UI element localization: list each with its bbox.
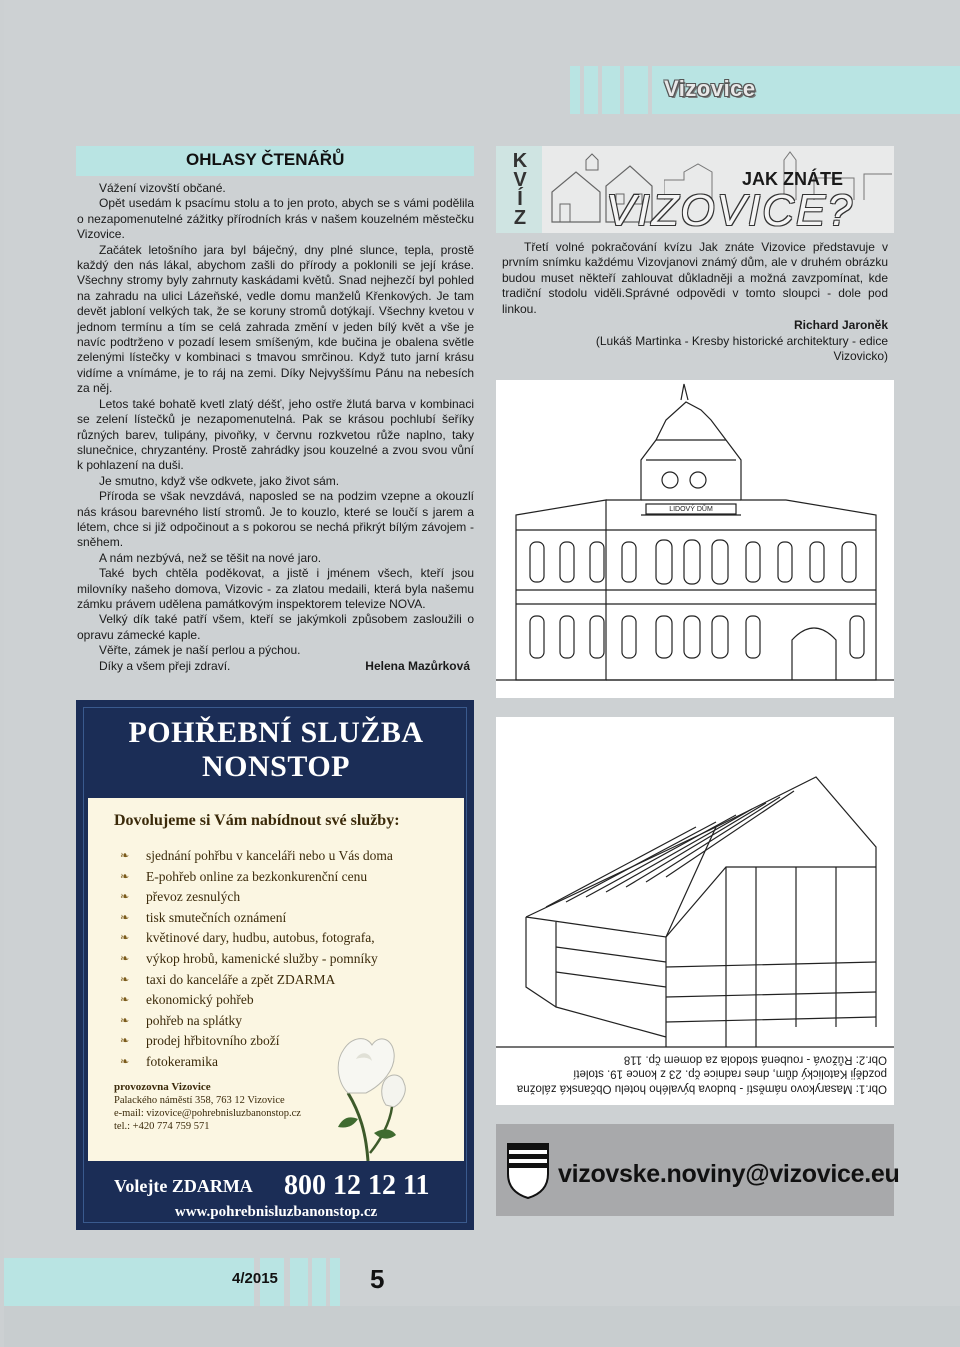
barn-sketch-icon [496, 717, 894, 1052]
funeral-service-ad[interactable] [76, 700, 474, 1230]
quiz-side-letters: K V Í Z [512, 150, 528, 229]
quiz-picture-1 [496, 380, 894, 698]
ad-service-item: ❧ fotokeramika [120, 1053, 218, 1069]
header-stripe [570, 66, 960, 114]
ad-services-panel [88, 798, 464, 1161]
bullet-icon: ❧ [120, 1014, 130, 1027]
ad-branch-label: provozovna Vizovice [114, 1081, 211, 1093]
letter-paragraph: Věřte, zámek je naší perlou a pýchou. [99, 643, 301, 658]
quiz-banner-small: JAK ZNÁTE [742, 169, 844, 189]
bullet-icon: ❧ [120, 994, 130, 1007]
ad-title [84, 716, 468, 784]
ad-phone-number[interactable]: 800 12 12 11 [284, 1170, 430, 1201]
letters-heading: OHLASY ČTENÁŘŮ [186, 150, 345, 169]
bullet-icon: ❧ [120, 1055, 130, 1068]
ad-service-item: ❧ pohřeb na splátky [120, 1012, 242, 1028]
ad-title-line1: POHŘEBNÍ SLUŽBA [128, 716, 424, 749]
ad-service-item: ❧ výkop hrobů, kamenické služby - pomníky [120, 950, 378, 966]
reader-letter [77, 181, 474, 674]
letter-paragraph: Vážení vizovští občané. [99, 181, 226, 195]
town-shield-icon [506, 1142, 550, 1200]
ad-subtitle: Dovolujeme si Vám nabídnout své služby: [114, 812, 400, 829]
ad-service-item: ❧ tisk smutečních oznámení [120, 909, 287, 925]
quiz-side-label [496, 146, 542, 233]
ad-service-item: ❧ taxi do kanceláře a zpět ZDARMA [120, 971, 336, 987]
ad-service-item: ❧ E-pohřeb online za bezkonkurenční cenu [120, 868, 368, 884]
quiz-author: Richard Jaroněk [793, 318, 888, 332]
newsletter-contact-banner[interactable] [496, 1124, 900, 1216]
letter-paragraph: Příroda se však nevzdává, naposled se na podzim vzepne a okouzlí nás krásou barevného listí stromů. Je to kouzlo, které se loučí s jarem a létem, chce si již odpočinout a s pokorou se nechá přikrýt bílým závojem - sněhem. [77, 489, 474, 550]
bullet-icon: ❧ [120, 973, 130, 986]
issue-number: 4/2015 [232, 1270, 278, 1287]
quiz-picture-2 [496, 717, 894, 1105]
quiz-answers [501, 1052, 887, 1096]
building-sign: LIDOVÝ DŮM [669, 506, 713, 513]
ad-title-line2: NONSTOP [202, 750, 350, 783]
bullet-icon: ❧ [120, 850, 130, 862]
bullet-icon: ❧ [120, 952, 130, 965]
letter-signature: Helena Mazůrková [365, 658, 470, 673]
bullet-icon: ❧ [120, 932, 130, 945]
letter-paragraph: Začátek letošního jara byl báječný, dny plné slunce, tepla, prostě každý den nás lákal, abychom zašli do přírody a poklonili se její kráse. Všechny stromy byly zahrnuty kaskádami květů. Snad nejhezčí byl pohled na zahradu na ulici Lázeňské, vedle domu manželů Křenkových. Je tam devět jabloní velkých tak, že se koruny stromů dotýkají. Všechny kvetou v jednom termínu a tím se celá zahrada změní v jeden bílý květ a vše je navíc podtrženo v pozadí lesem smíšeným, kde bučina je obalena světle zelenými lístečky v kombinaci s tmavou smrčinou. Když tuto jarní krásu vidíme a vnímáme, je to ráj na zemi. Díky Nejvyššímu Pánu na nebesích za něj. [77, 242, 474, 396]
quiz-credit [502, 318, 888, 365]
letter-paragraph: Opět usedám k psacímu stolu a to jen proto, abych se s vámi podělila o nezapomenutelné zážitky přírodních krás v našem kouzelném městečku Vizovice. [77, 196, 474, 242]
bullet-icon: ❧ [120, 870, 130, 883]
footer-stripe [4, 1258, 960, 1306]
contact-email[interactable]: vizovske.noviny@vizovice.eu [558, 1160, 900, 1188]
ad-website[interactable]: www.pohrebnisluzbanonstop.cz [174, 1204, 378, 1220]
letters-heading-box [76, 146, 474, 176]
bullet-icon: ❧ [120, 891, 130, 904]
section-title: Vizovice [664, 76, 756, 101]
letter-paragraph: Je smutno, když vše odkvete, jako život sám. [99, 473, 340, 488]
bullet-icon: ❧ [120, 911, 130, 924]
page-number: 5 [370, 1264, 385, 1294]
letter-paragraph: Velký dík také patří všem, kteří se jakýmkoli způsobem zasloužili o opravu zámecké kaple. [77, 612, 474, 642]
ad-service-item: ❧ převoz zesnulých [120, 889, 241, 905]
ad-service-item: ❧ sjednání pohřbu v kanceláři nebo u Vás doma [120, 848, 393, 863]
newspaper-page [4, 0, 960, 1347]
ad-tel[interactable]: tel.: +420 774 759 571 [114, 1121, 210, 1132]
letter-paragraph: Také bych chtěla poděkovat, a jistě i jménem všech, kteří jsou milovníky našeho domova, Vizovic - za zlatou medaili, která byla našemu zámku právem udělena památkovým inspektorem televize NOVA. [77, 566, 474, 611]
quiz-source-2: Vizovicko) [833, 349, 888, 364]
ad-call-label: Volejte ZDARMA [114, 1176, 253, 1196]
ad-service-item: ❧ květinové dary, hudbu, autobus, fotografa, [120, 930, 375, 946]
ad-frame [83, 707, 467, 1223]
quiz-intro: Třetí volné pokračování kvízu Jak znáte Vizovice představuje v prvním snímku každému Vizovjanovi známý dům, ale v druhém obrázku budou muset někteří zahlouvat důkladněji a možná zavzpomínat, kde tradiční stodolu viděli.Správné odpovědi v tomto sloupci - dole pod linkou. [502, 240, 888, 316]
ad-email[interactable]: e-mail: vizovice@pohrebnisluzbanonstop.cz [114, 1108, 301, 1119]
white-rose-icon [308, 1023, 428, 1161]
ad-service-item: ❧ ekonomický pohřeb [120, 992, 254, 1008]
quiz-banner [496, 146, 894, 233]
bullet-icon: ❧ [120, 1035, 130, 1048]
letter-paragraph: A nám nezbývá, než se těšit na nové jaro. [99, 550, 322, 565]
letter-signoff [77, 659, 474, 674]
ad-address: Palackého náměstí 358, 763 12 Vizovice [114, 1095, 285, 1106]
letter-closing: Díky a všem přeji zdraví. [99, 658, 231, 673]
ad-service-item: ❧ prodej hřbitovního zboží [120, 1033, 280, 1049]
building-sketch-icon [496, 380, 894, 698]
quiz-answer-2: Obr.2: Růžová - roubená stodola za domem čp. 118 [623, 1053, 887, 1066]
ad-contact-block [114, 1081, 301, 1133]
quiz-banner-big: VIZOVICE? [606, 186, 854, 233]
letter-paragraph: Letos také bohatě kvetl zlatý déšť, jeho ostře žlutá barva v kombinaci se zelení lístečků je nezapomenutelná. Pak se krásou pochlubí šeříky různých barev, tulipány, pivoňky, v červnu rozkvetou růže naplno, taky slunečnice, chryzantény. Prostě zahrádky jsou kouzelné a zvou svou vůní k pohlazení na duši. [77, 396, 474, 473]
quiz-source-1: (Lukáš Martinka - Kresby historické architektury - edice [595, 333, 888, 348]
quiz-answer-1: Obr.1: Masarykovo náměstí - budova bývalého hotelu Občanská záložna později Katolický dům, dnes radnice čp. 23 z konce 19. století [516, 1068, 887, 1095]
